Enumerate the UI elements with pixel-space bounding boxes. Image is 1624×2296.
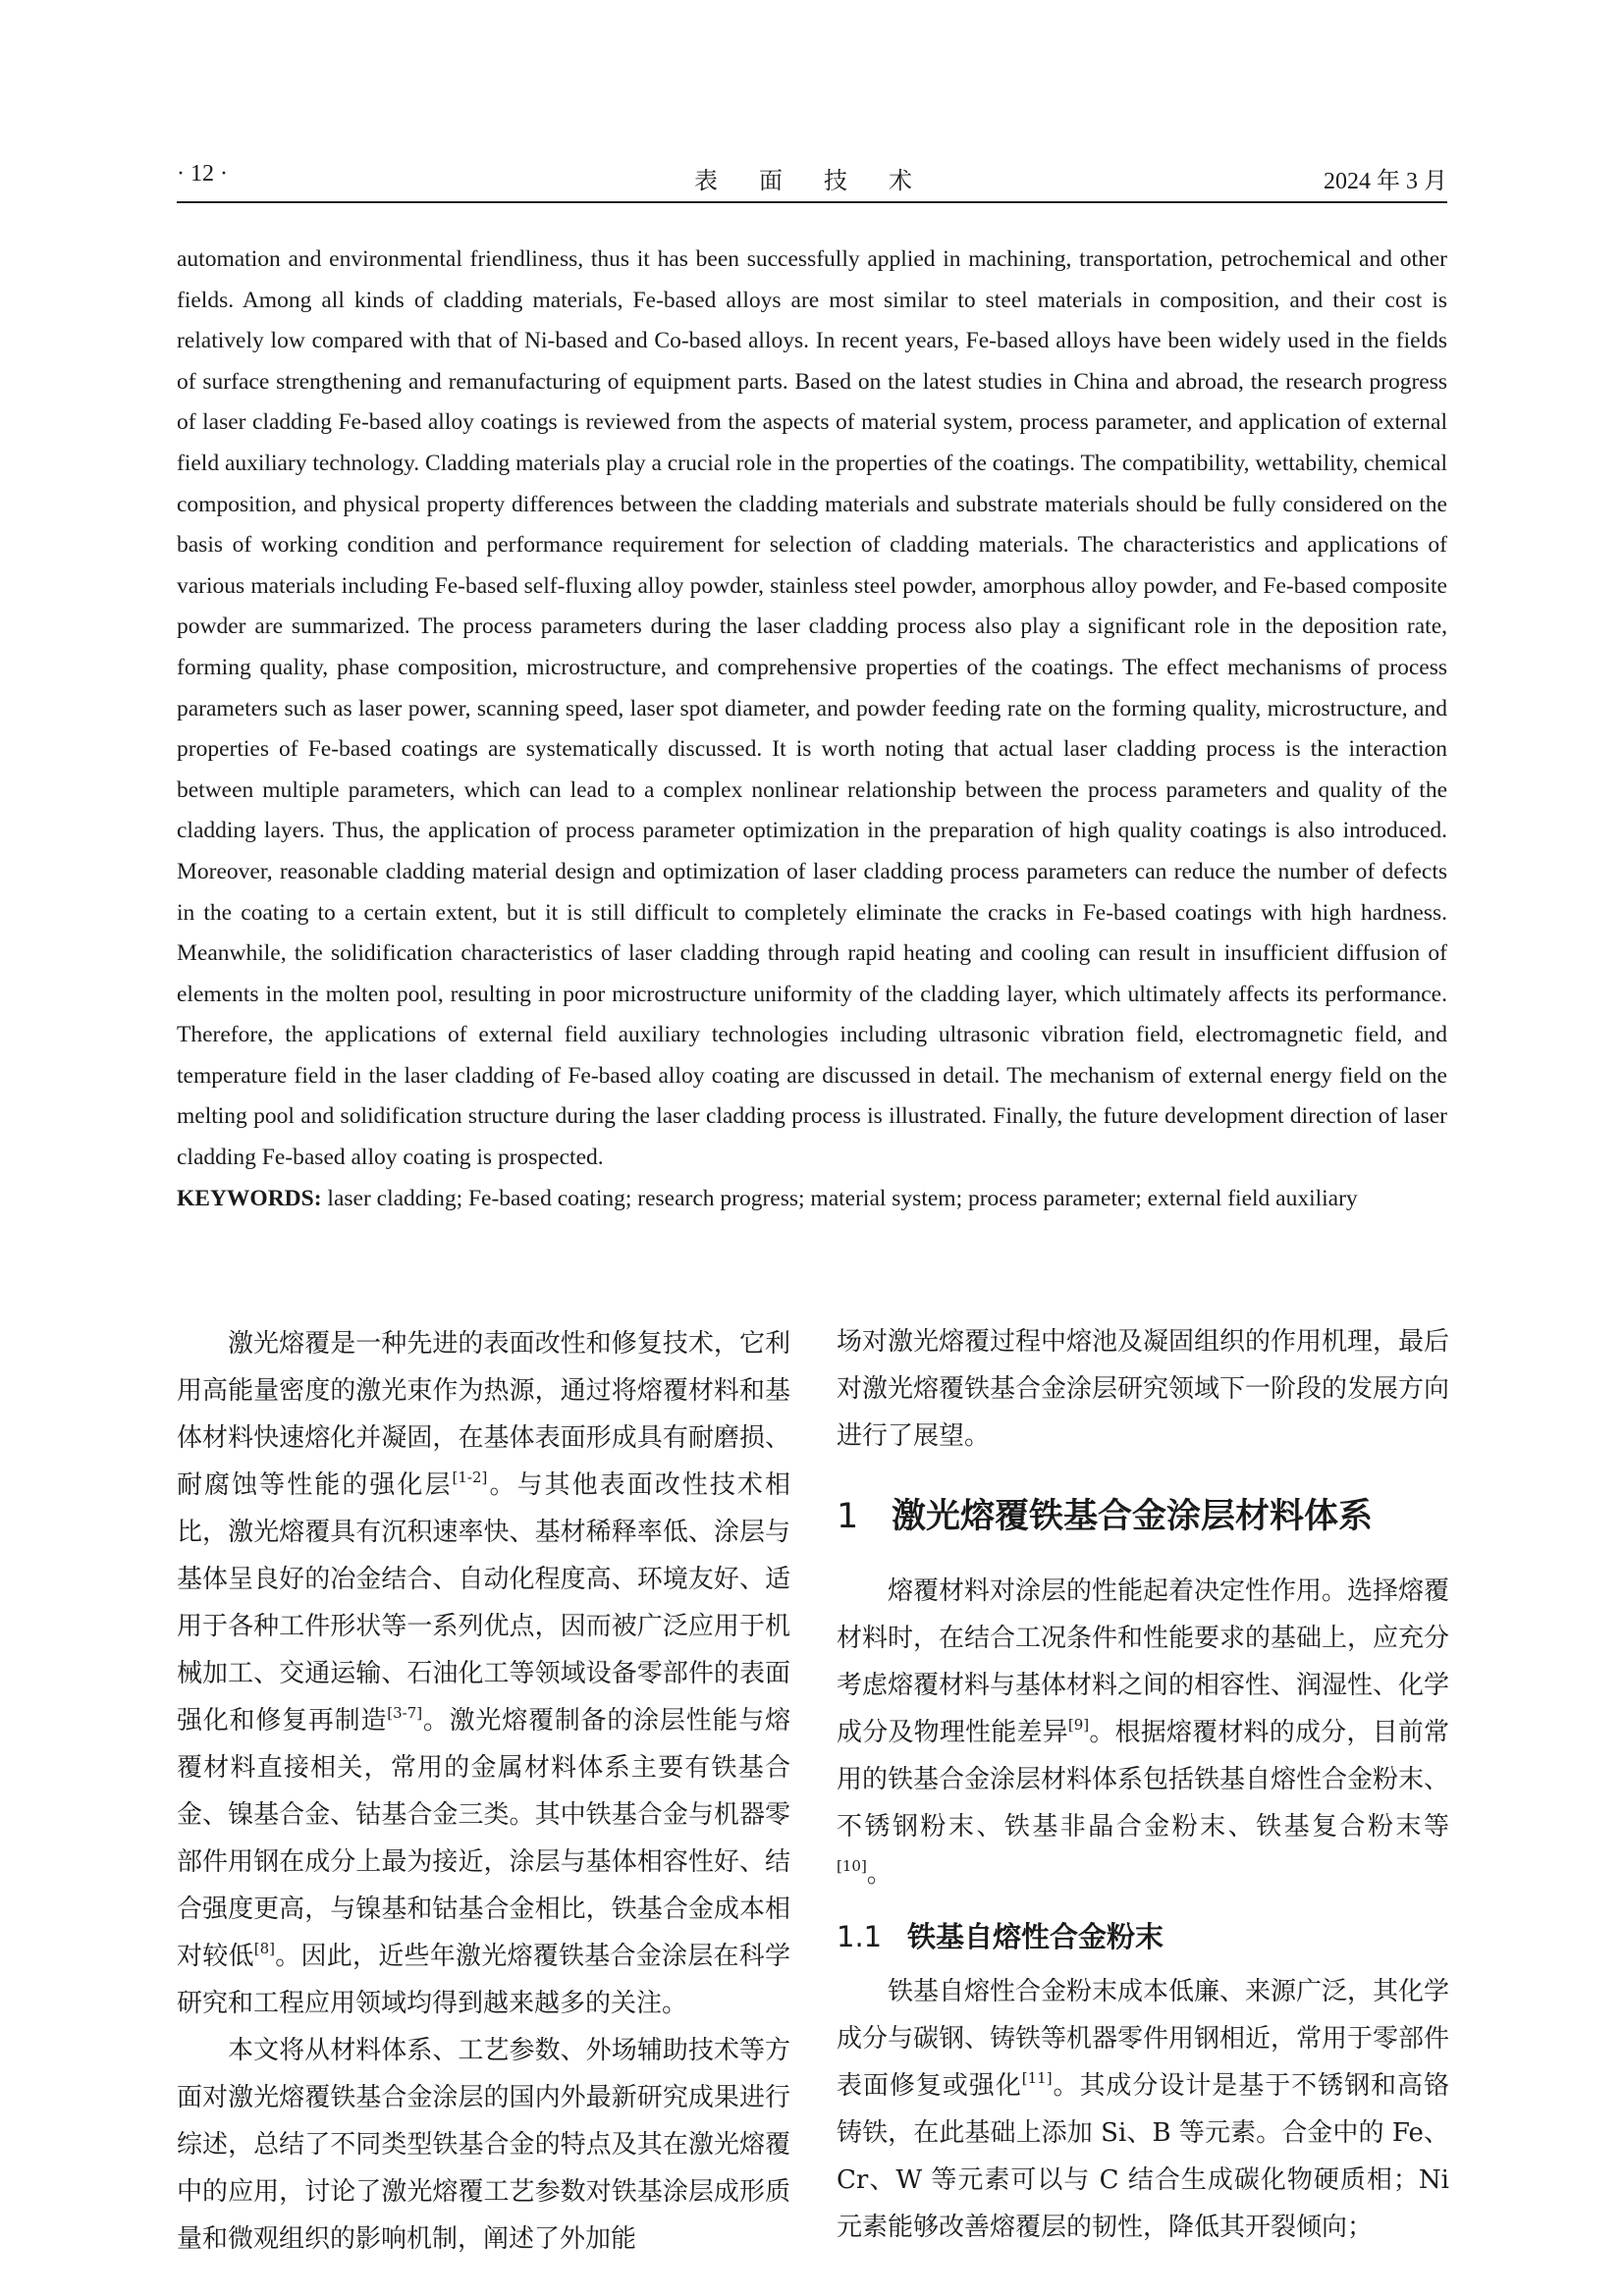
section-1-paragraph — [837, 1568, 1449, 1897]
intro-paragraph-1 — [177, 1320, 790, 2027]
intro-p1-text-b: 。与其他表面改性技术相比，激光熔覆具有沉积速率快、基材稀释率低、涂层与基体呈良好的冶金结合、自动化程度高、环境友好、适用于各种工件形状等一系列优点，因而被广泛应用于机械加工、交通运输、石油化工等领域设备零部件的表面强化和修复再制造 — [177, 1470, 790, 1735]
intro-p1-text-a: 激光熔覆是一种先进的表面改性和修复技术，它利用高能量密度的激光束作为热源，通过将熔覆材料和基体材料快速熔化并凝固，在基体表面形成具有耐磨损、耐腐蚀等性能的强化层 — [177, 1329, 790, 1500]
keywords-label: KEYWORDS: — [177, 1185, 322, 1211]
section-1-1-heading — [837, 1911, 1449, 1962]
page-number: · 12 · — [177, 161, 228, 187]
citation: [3-7] — [387, 1704, 423, 1722]
section-1-text-b: 。根据熔覆材料的成分，目前常用的铁基合金涂层材料体系包括铁基自熔性合金粉末、不锈钢粉末、铁基非晶合金粉末、铁基复合粉末等 — [837, 1718, 1450, 1842]
citation: [8] — [253, 1940, 275, 1957]
page-header — [177, 157, 1447, 196]
left-column — [177, 1320, 790, 2263]
header-rule — [177, 201, 1447, 203]
intro-p1-text-c: 。激光熔覆制备的涂层性能与熔覆材料直接相关，常用的金属材料体系主要有铁基合金、镍基合金、钴基合金三类。其中铁基合金与机器零部件用钢在成分上最为接近，涂层与基体相容性好、结合强度更高，与镍基和钴基合金相比，铁基合金成本相对较低 — [177, 1706, 790, 1971]
issue-date: 2024 年 3 月 — [1324, 169, 1447, 194]
abstract-text: automation and environmental friendliness, thus it has been successfully applied in machining, transportation, petrochemical and other fields. Among all kinds of cladding materials, Fe-based alloys are most similar to steel materials in composition, and their cost is relatively low compared with that of Ni-based and Co-based alloys. In recent years, Fe-based alloys have been widely used in the fields of surface strengthening and remanufacturing of equipment parts. Based on the latest studies in China and abroad, the research progress of laser cladding Fe-based alloy coatings is reviewed from the aspects of material system, process parameter, and application of external field auxiliary technology. Cladding materials play a crucial role in the properties of the coatings. The compatibility, wettability, chemical composition, and physical property differences between the cladding materials and substrate materials should be fully considered on the basis of working condition and performance requirement for selection of cladding materials. The characteristics and applications of various materials including Fe-based self-fluxing alloy powder, stainless steel powder, amorphous alloy powder, and Fe-based composite powder are summarized. The process parameters during the laser cladding process also play a significant role in the deposition rate, forming quality, phase composition, microstructure, and comprehensive properties of the coatings. The effect mechanisms of process parameters such as laser power, scanning speed, laser spot diameter, and powder feeding rate on the forming quality, microstructure, and properties of Fe-based coatings are systematically discussed. It is worth noting that actual laser cladding process is the interaction between multiple parameters, which can lead to a complex nonlinear relationship between the process parameters and quality of the cladding layers. Thus, the application of process parameter optimization in the preparation of high quality coatings is also introduced. Moreover, reasonable cladding material design and optimization of laser cladding process parameters can reduce the number of defects in the coating to a certain extent, but it is still difficult to completely eliminate the cracks in Fe-based coatings with high hardness. Meanwhile, the solidification characteristics of laser cladding through rapid heating and cooling can result in insufficient diffusion of elements in the molten pool, resulting in poor microstructure uniformity of the cladding layer, which ultimately affects its performance. Therefore, the applications of external field auxiliary technologies including ultrasonic vibration field, electromagnetic field, and temperature field in the laser cladding of Fe-based alloy coating are discussed in detail. The mechanism of external energy field on the melting pool and solidification structure during the laser cladding process is illustrated. Finally, the future development direction of laser cladding Fe-based alloy coating is prospected. — [177, 246, 1447, 1171]
citation: [1-2] — [452, 1468, 488, 1486]
section-1-text-c: 。 — [866, 1859, 893, 1889]
english-abstract — [177, 240, 1447, 1219]
journal-title: 表 面 技 术 — [694, 169, 930, 194]
right-column — [837, 1318, 1449, 2251]
section-1-text-a: 熔覆材料对涂层的性能起着决定性作用。选择熔覆材料时，在结合工况条件和性能要求的基础上，应充分考虑熔覆材料与基体材料之间的相容性、润湿性、化学成分及物理性能差异 — [837, 1576, 1450, 1747]
citation: [11] — [1021, 2069, 1053, 2087]
subsection-title: 铁基自熔性合金粉末 — [907, 1920, 1164, 1953]
subsection-number: 1.1 — [837, 1920, 883, 1953]
section-1-1-text-a: 铁基自熔性合金粉末成本低廉、来源广泛，其化学成分与碳钢、铸铁等机器零件用钢相近，常用于零部件表面修复或强化 — [837, 1977, 1450, 2101]
section-number: 1 — [837, 1497, 859, 1536]
citation: [9] — [1067, 1716, 1090, 1734]
keywords — [177, 1179, 1447, 1220]
intro-p1-text-d: 。因此，近些年激光熔覆铁基合金涂层在科学研究和工程应用领域均得到越来越多的关注。 — [177, 1942, 790, 2018]
section-1-1-paragraph — [837, 1968, 1449, 2251]
keywords-text: laser cladding; Fe-based coating; research progress; material system; process parameter; external field auxiliary — [321, 1185, 1358, 1211]
section-1-1-text-b: 。其成分设计是基于不锈钢和高铬铸铁，在此基础上添加 Si、B 等元素。合金中的 Fe、Cr、W 等元素可以与 C 结合生成碳化物硬质相；Ni 元素能够改善熔覆层的韧性，降低其开裂倾向； — [837, 2071, 1449, 2242]
section-title: 激光熔覆铁基合金涂层材料体系 — [892, 1497, 1374, 1536]
section-1-heading — [837, 1487, 1449, 1546]
citation: [10] — [837, 1857, 867, 1875]
intro-paragraph-2-continued: 场对激光熔覆过程中熔池及凝固组织的作用机理，最后对激光熔覆铁基合金涂层研究领域下一阶段的发展方向进行了展望。 — [837, 1327, 1450, 1451]
intro-paragraph-2: 本文将从材料体系、工艺参数、外场辅助技术等方面对激光熔覆铁基合金涂层的国内外最新研究成果进行综述，总结了不同类型铁基合金的特点及其在激光熔覆中的应用，讨论了激光熔覆工艺参数对铁基涂层成形质量和微观组织的影响机制，阐述了外加能 — [177, 2036, 790, 2254]
